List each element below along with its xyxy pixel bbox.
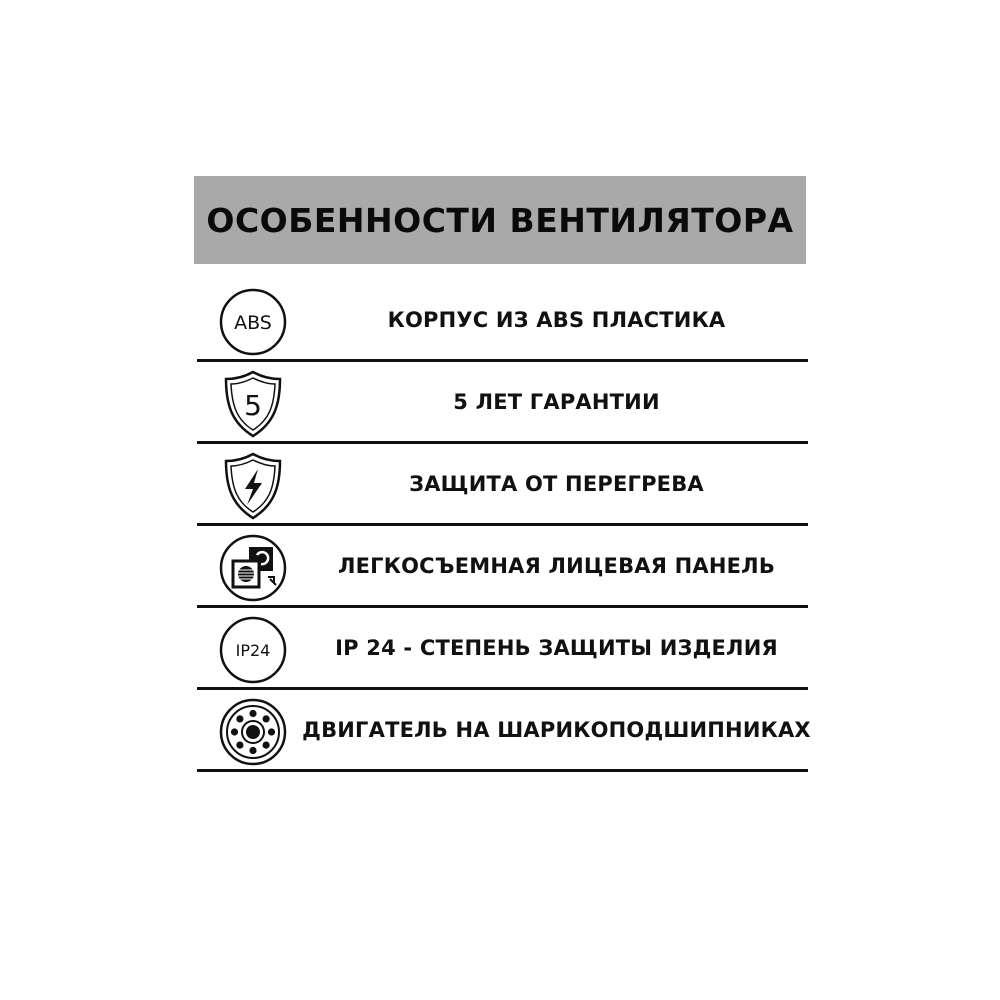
feature-label: ДВИГАТЕЛЬ НА ШАРИКОПОДШИПНИКАХ (302, 717, 811, 742)
shield-5-icon (218, 369, 288, 439)
abs-circle-icon (218, 287, 288, 357)
features-header (194, 176, 806, 264)
feature-item-bearing (197, 690, 811, 772)
feature-item-abs (197, 280, 808, 362)
warranty-icon-text: 5 (244, 389, 262, 422)
feature-item-warranty (197, 362, 808, 444)
feature-label: ЛЕГКОСЪЕМНАЯ ЛИЦЕВАЯ ПАНЕЛЬ (337, 553, 776, 578)
page-title: ОСОБЕННОСТИ ВЕНТИЛЯТОРА (206, 200, 794, 240)
ip24-circle-icon (218, 615, 288, 685)
ip24-icon-text: IP24 (235, 641, 271, 660)
feature-label: 5 ЛЕТ ГАРАНТИИ (453, 389, 660, 414)
shield-lightning-icon (218, 451, 288, 521)
feature-item-ip24 (197, 608, 808, 690)
feature-label: ЗАЩИТА ОТ ПЕРЕГРЕВА (409, 471, 704, 496)
feature-label: IP 24 - СТЕПЕНЬ ЗАЩИТЫ ИЗДЕЛИЯ (335, 635, 778, 660)
feature-item-panel (197, 526, 808, 608)
removable-panel-icon (218, 533, 288, 603)
abs-icon-text: ABS (234, 312, 272, 334)
feature-label: КОРПУС ИЗ ABS ПЛАСТИКА (387, 307, 726, 332)
feature-item-overheat (197, 444, 808, 526)
feature-list (197, 280, 811, 772)
ball-bearing-icon (218, 697, 288, 767)
